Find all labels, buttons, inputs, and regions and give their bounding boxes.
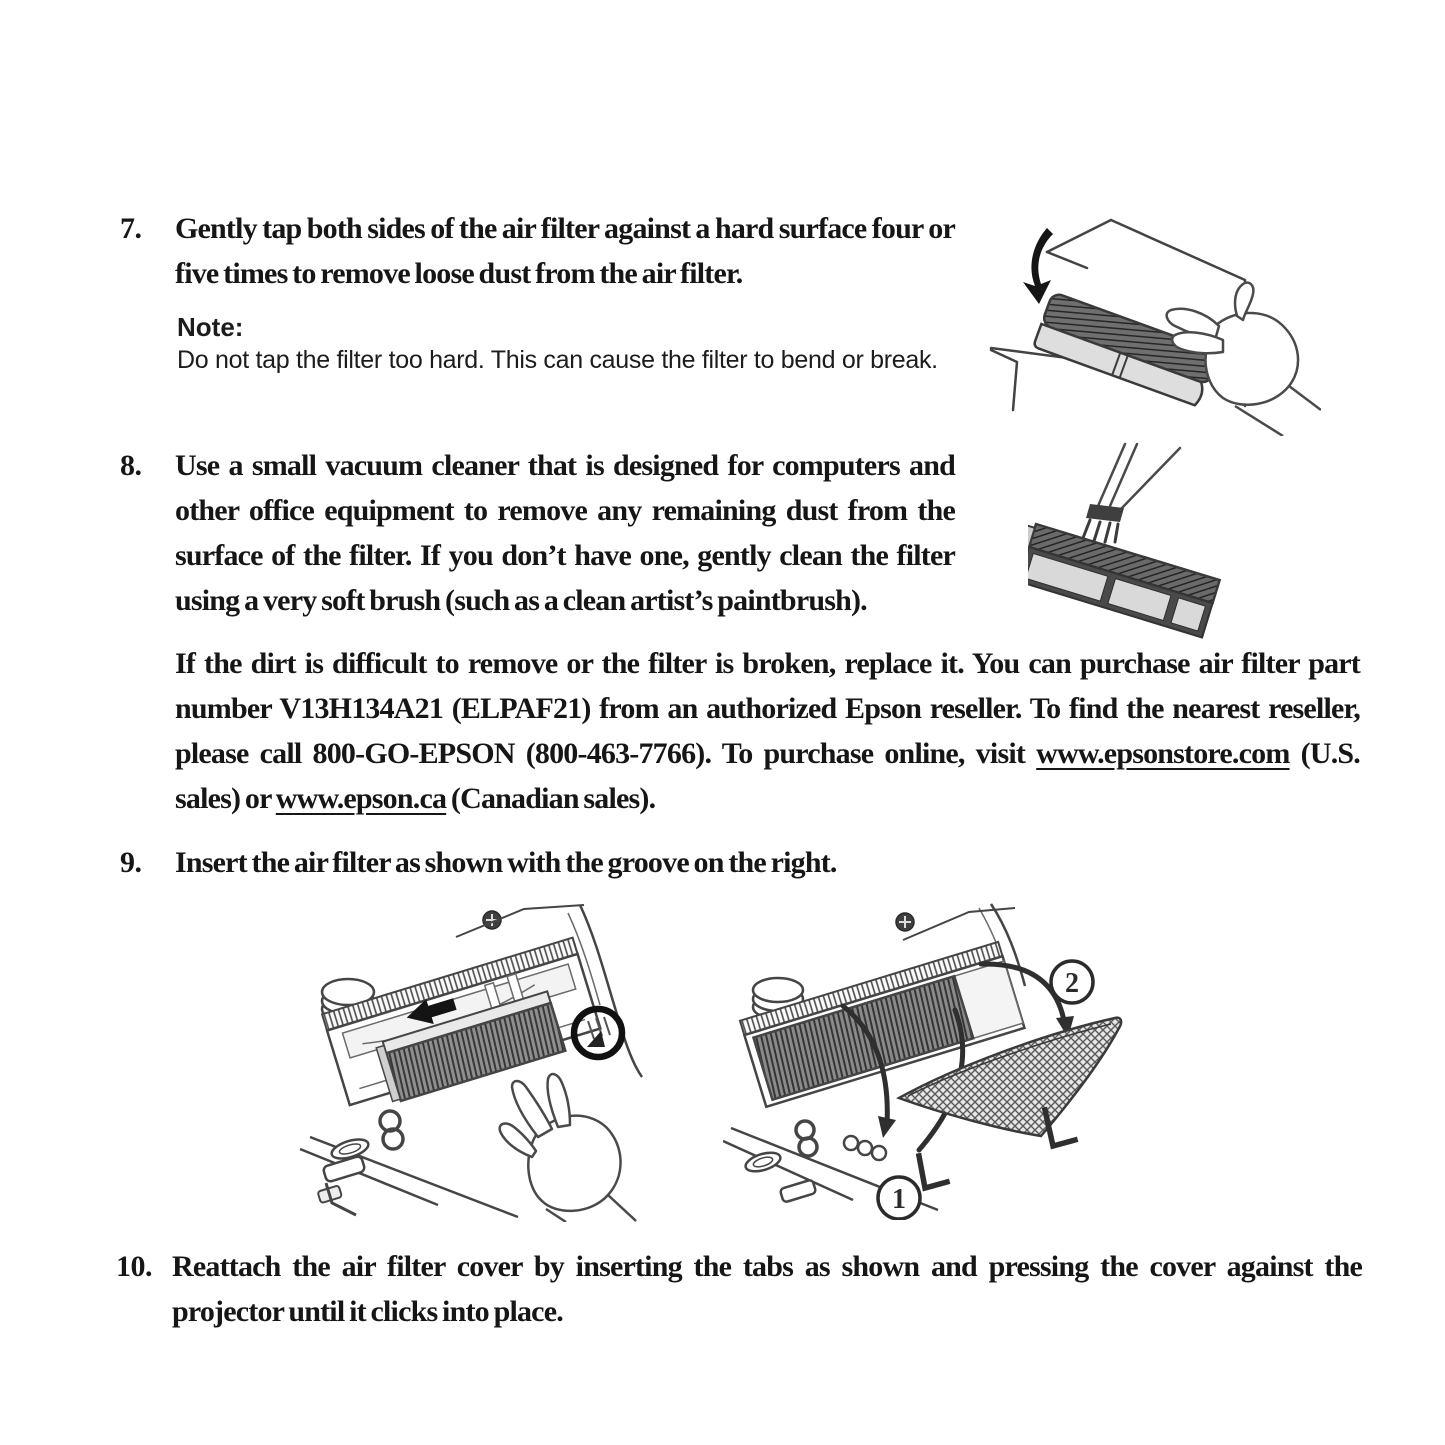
vacuum-filter-drawing — [1028, 442, 1243, 642]
insert-filter-drawing — [298, 897, 643, 1222]
step10-number: 10. — [116, 1250, 152, 1283]
step2-badge — [1051, 961, 1093, 1003]
figure-attach-cover — [723, 898, 1203, 1220]
step8-number: 8. — [120, 449, 142, 482]
step7-text: Gently tap both sides of the air filter against a hard surface four or five times to remove loose dust from the air filter. — [175, 212, 955, 290]
purchase-paragraph — [175, 641, 1360, 821]
note-label: Note: — [177, 312, 244, 342]
figure-insert-filter — [298, 897, 643, 1222]
note-block — [177, 310, 977, 377]
epsonstore-link[interactable]: www.epsonstore.com — [1036, 737, 1290, 770]
vacuum-brush-head — [1086, 504, 1124, 522]
epson-ca-link[interactable]: www.epson.ca — [275, 782, 447, 815]
step2-badge-label: 2 — [1065, 968, 1079, 999]
groove-arrow — [587, 1031, 605, 1047]
step9-number: 9. — [120, 846, 142, 879]
tap-motion-arrow — [1023, 228, 1053, 304]
air-filter — [1028, 522, 1220, 640]
step1-badge-label: 1 — [892, 1184, 906, 1215]
step9-text: Insert the air filter as shown with the groove on the right. — [175, 846, 837, 879]
tap-filter-drawing — [983, 208, 1321, 436]
step10-text: Reattach the air filter cover by inserting the tabs as shown and pressing the cover against the projector until it clicks into place. — [172, 1250, 1362, 1328]
step1-badge — [878, 1177, 920, 1219]
screw-icon — [896, 913, 914, 931]
note-body: Do not tap the filter too hard. This can cause the filter to bend or break. — [177, 346, 938, 374]
attach-cover-drawing — [723, 898, 1203, 1220]
projector-top-edge — [456, 905, 584, 937]
figure-tap-filter — [983, 208, 1321, 436]
purchase-text-2: (U.S. sales) or — [175, 737, 1360, 815]
figure-vacuum-filter — [1028, 442, 1243, 642]
vacuum-wand — [1098, 444, 1180, 510]
projector-top-edge — [903, 908, 1015, 940]
hand — [500, 1074, 636, 1222]
arrowhead-1 — [878, 1116, 896, 1138]
purchase-text-3: (Canadian sales). — [446, 782, 656, 815]
step8-text: Use a small vacuum cleaner that is designed for computers and other office equipment to remove any remaining dust from the surface of the filter. If you don’t have one, gently clean the filter using a very soft brush (such as a clean artist’s paintbrush). — [175, 449, 955, 617]
purchase-text-1: If the dirt is difficult to remove or the filter is broken, replace it. You can purchase air filter part number V13H134A21 (ELPAF21) from an authorized Epson reseller. To find the nearest reseller, please call 800-GO-EPSON (800-463-7766). To purchase online, visit — [175, 647, 1360, 770]
projector-base-details — [300, 1111, 518, 1217]
step7-number: 7. — [120, 212, 142, 245]
